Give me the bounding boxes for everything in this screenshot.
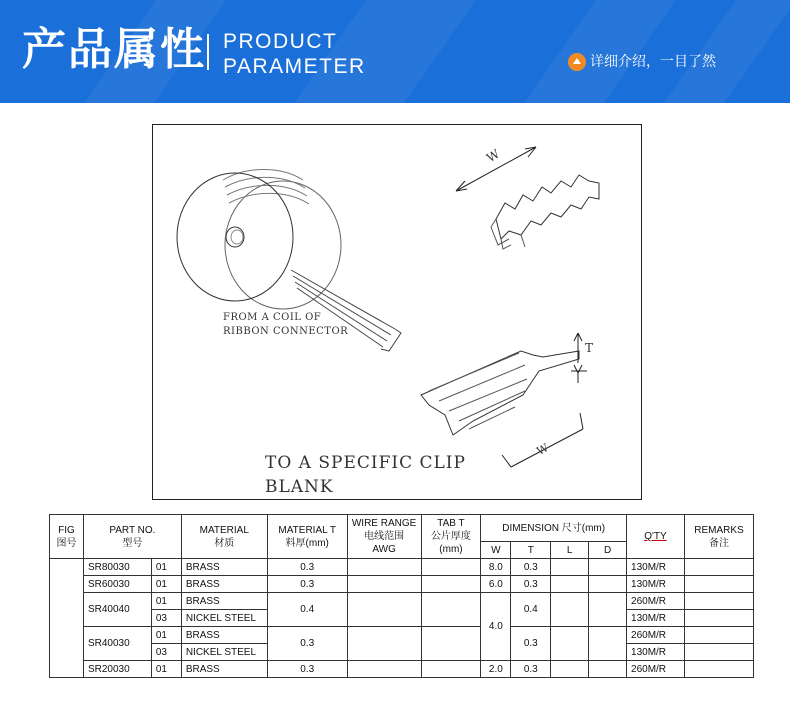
material-cell: BRASS [181, 576, 267, 593]
table-row [50, 627, 754, 644]
wire-cell [347, 627, 421, 661]
remarks-cell [684, 661, 753, 678]
material-t-header-en: MATERIAL T [278, 524, 337, 536]
qty-cell: 130M/R [627, 644, 685, 661]
d-cell [589, 593, 627, 627]
wire-cell [347, 559, 421, 576]
qty-cell: 260M/R [627, 661, 685, 678]
material-cell: BRASS [181, 593, 267, 610]
material-cell: BRASS [181, 661, 267, 678]
qty-cell: 260M/R [627, 593, 685, 610]
t-cell: 0.3 [511, 576, 551, 593]
ribbon-end [381, 329, 401, 351]
dimension-header: DIMENSION 尺寸(mm) [481, 515, 627, 542]
material-cell: NICKEL STEEL [181, 610, 267, 627]
d-cell [589, 559, 627, 576]
code-cell: 01 [151, 627, 181, 644]
remarks-header-en: REMARKS [694, 524, 744, 536]
dim-w-bottom-label: W [534, 441, 551, 458]
table-row [50, 593, 754, 610]
wire-header-en: WIRE RANGE [351, 518, 417, 529]
coil-hub-inner [231, 230, 243, 244]
tab-header-cn: 公片厚度 [430, 531, 471, 542]
coil-label-line1: FROM A COIL OF [223, 312, 322, 323]
code-cell: 03 [151, 644, 181, 661]
thickness-cell: 0.3 [267, 576, 347, 593]
banner-title-en-line1: PRODUCT [223, 30, 338, 53]
t-cell: 0.3 [511, 661, 551, 678]
t-cell: 0.3 [511, 627, 551, 661]
tab-cell [421, 661, 481, 678]
remarks-cell [684, 627, 753, 644]
code-cell: 03 [151, 610, 181, 627]
material-t-header-cn: 料厚(mm) [285, 537, 329, 549]
qty-cell: 130M/R [627, 576, 685, 593]
w-cell: 4.0 [481, 593, 511, 661]
l-cell [551, 661, 589, 678]
material-header [181, 515, 267, 559]
w-cell: 2.0 [481, 661, 511, 678]
wire-range-header [347, 515, 421, 559]
material-t-header [267, 515, 347, 559]
l-cell [551, 576, 589, 593]
title-divider [207, 34, 209, 70]
thickness-cell: 0.3 [267, 559, 347, 576]
d-cell [589, 576, 627, 593]
spec-table [49, 514, 754, 678]
w-header: W [481, 542, 511, 559]
t-header: T [511, 542, 551, 559]
clip-blank-folds [429, 353, 527, 429]
material-cell: BRASS [181, 559, 267, 576]
code-cell: 01 [151, 661, 181, 678]
banner-title-en-line2: PARAMETER [223, 55, 366, 78]
d-header: D [589, 542, 627, 559]
dim-w-bottom-line [502, 413, 583, 467]
l-cell [551, 627, 589, 661]
code-cell: 01 [151, 576, 181, 593]
remarks-cell [684, 610, 753, 627]
fig-header-en: FIG [58, 524, 75, 536]
d-cell [589, 661, 627, 678]
qty-header [627, 515, 685, 559]
wire-cell [347, 576, 421, 593]
part-cell: SR40030 [83, 627, 151, 661]
t-cell: 0.4 [511, 593, 551, 627]
l-cell [551, 593, 589, 627]
tab-header-en: TAB T [437, 518, 465, 529]
tab-cell [421, 627, 481, 661]
remarks-header [684, 515, 753, 559]
part-cell: SR20030 [83, 661, 151, 678]
part-cell: SR80030 [83, 559, 151, 576]
clip-profile-top-depth [491, 219, 525, 249]
clip-blank-bottom [421, 351, 579, 435]
clip-label [265, 451, 466, 499]
coil-windings [223, 169, 309, 204]
fig-header [50, 515, 84, 559]
qty-cell: 130M/R [627, 559, 685, 576]
part-header-en: PART NO. [109, 524, 156, 536]
material-cell: BRASS [181, 627, 267, 644]
table-row [50, 661, 754, 678]
tab-t-header [421, 515, 481, 559]
thickness-cell: 0.3 [267, 661, 347, 678]
material-header-en: MATERIAL [199, 524, 249, 536]
part-cell: SR40040 [83, 593, 151, 627]
table-header-row [50, 515, 754, 542]
wire-header-awg: AWG [372, 544, 396, 555]
part-header-cn: 型号 [122, 537, 143, 549]
clip-label-line2: BLANK [265, 477, 334, 497]
t-cell: 0.3 [511, 559, 551, 576]
remarks-cell [684, 593, 753, 610]
fig-cell [50, 559, 84, 678]
tab-cell [421, 593, 481, 627]
thickness-cell: 0.4 [267, 593, 347, 627]
l-cell [551, 559, 589, 576]
thickness-cell: 0.3 [267, 627, 347, 661]
w-cell: 6.0 [481, 576, 511, 593]
wire-header-cn: 电线范围 [364, 531, 405, 542]
product-drawing [152, 124, 642, 500]
dim-w-top-label: W [484, 146, 503, 166]
w-cell: 8.0 [481, 559, 511, 576]
table-row [50, 559, 754, 576]
detail-hint-text: 详细介绍，一目了然 [590, 54, 716, 70]
d-cell [589, 627, 627, 661]
banner-title-cn: 产品属性 [22, 24, 206, 75]
wire-cell [347, 661, 421, 678]
banner-title-en [223, 29, 366, 79]
fig-header-cn: 图号 [56, 537, 77, 549]
remarks-cell [684, 576, 753, 593]
clip-profile-top [496, 175, 599, 239]
coil-label [223, 311, 348, 339]
qty-cell: 260M/R [627, 627, 685, 644]
material-header-cn: 材质 [214, 537, 235, 549]
part-cell: SR60030 [83, 576, 151, 593]
l-header: L [551, 542, 589, 559]
tab-header-mm: (mm) [439, 544, 463, 555]
dim-t-label: T [585, 341, 594, 355]
material-cell: NICKEL STEEL [181, 644, 267, 661]
remarks-cell [684, 644, 753, 661]
remarks-header-cn: 备注 [708, 537, 729, 549]
table-row [50, 576, 754, 593]
code-cell: 01 [151, 593, 181, 610]
detail-hint [590, 51, 716, 73]
header-banner [0, 0, 790, 103]
qty-cell: 130M/R [627, 610, 685, 627]
remarks-cell [684, 559, 753, 576]
up-arrow-icon [568, 53, 586, 71]
tab-cell [421, 559, 481, 576]
clip-label-line1: TO A SPECIFIC CLIP [265, 453, 466, 473]
part-header [83, 515, 181, 559]
wire-cell [347, 593, 421, 627]
coil-label-line2: RIBBON CONNECTOR [223, 326, 349, 337]
tab-cell [421, 576, 481, 593]
code-cell: 01 [151, 559, 181, 576]
qty-header-text: Q'TY [644, 531, 667, 542]
